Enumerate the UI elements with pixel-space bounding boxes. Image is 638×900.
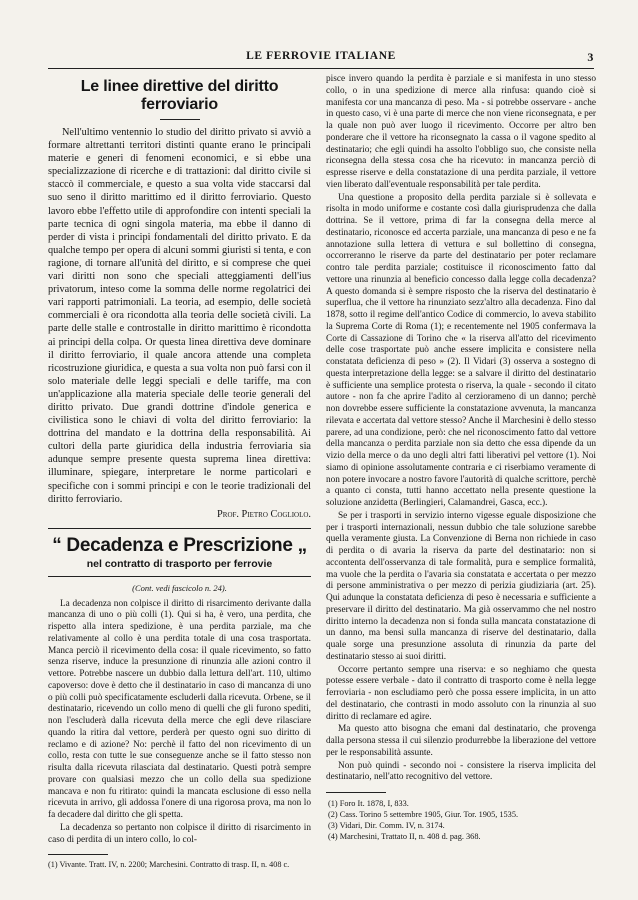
article2-left-body <box>48 599 311 847</box>
running-title: LE FERROVIE ITALIANE <box>246 50 396 62</box>
title-underline <box>160 119 200 120</box>
section-divider <box>48 528 311 529</box>
right-column <box>326 74 596 842</box>
article2-paragraph: La decadenza non colpisce il diritto di risarcimento derivante dalla mancanza di uno o più colli (1). Qui si ha, è vero, una perdita, che rispetto alla intera spedizione, è una perdita parziale, ma che relativamente al collo è una perdita totale di una cosa trasportata. Manca perciò il ricevimento della cosa: il quale ricevimento, so fatto senza riserve, induce la presunzione di rinunzia alle azioni contro il vettore. Potrebbe nascere un dubbio dalla lettura dell'art. 110, ultimo capoverso: dove è detto che il destinatario in caso di mancanza di uno o più colli può specificatamente escluderli dalla ricevuta. Orbene, se il destinatario, ricevendo un collo meno di quelli che gli furono spediti, non l'escluderà dalla ricevuta della merce che egli deve rilasciare quando la ritira dal vettore, perderà per questo ogni suo diritto di reclamo e di azione? No: perchè il fatto del non ricevimento di un collo, resta con tutte le sue conseguenze anche se il fatto stesso non risulta dalla ricevuta rilasciata dal destinatario. Questi potrà sempre provare con qualsiasi mezzo che un collo della sua spedizione mancava e non fu ritirato: quindi la mancata esclusione di esso nella ricevuta in arrivo, gli addossa l'onere di una rigorosa prova, ma non lo fa decadere dal diritto che gli spetta. <box>48 598 311 821</box>
article1-body <box>48 126 311 506</box>
subtitle-divider <box>48 576 311 577</box>
footnote: (1) Foro It. 1878, I, 833. <box>328 799 409 808</box>
article1-signature: Prof. Pietro Cogliolo. <box>217 508 311 520</box>
article2-paragraph: La decadenza so pertanto non colpisce il diritto di risarcimento in caso di perdita di un intero collo, lo col- <box>48 822 311 845</box>
footnote: (4) Marchesini, Trattato II, n. 408 d. pag. 368. <box>328 832 481 841</box>
footnote: (1) Vivante. Tratt. IV, n. 2200; Marchesini. Contratto di trasp. II, n. 408 c. <box>48 860 290 870</box>
article2-subtitle: nel contratto di trasporto per ferrovie <box>86 557 273 570</box>
continuation-note: (Cont. vedi fascicolo n. 24). <box>132 582 227 593</box>
article2-paragraph: Non può quindi - secondo noi - consistere la riserva implicita del destinatario, nell'atto recognitivo del vettore. <box>326 760 596 783</box>
page-number: 3 <box>587 50 594 64</box>
article2-paragraph: Ma questo atto bisogna che emani dal destinatario, che provenga dalla persona stessa il cui silenzio produrrebbe la liberazione del vettore per le responsabilità assunte. <box>326 724 596 758</box>
footnote-rule <box>326 792 386 793</box>
left-footnotes <box>48 860 311 871</box>
article1-title: Le linee direttive del diritto ferroviario <box>80 78 279 113</box>
footnote-rule <box>48 854 108 855</box>
article2-paragraph: Una questione a proposito della perdita parziale si è sollevata e risolta in modo uniforme e costante così dalla giurisprudenza che dalla dottrina. Se il vettore, prima di far la consegna della merce al destinatario, riconosce ed accerta parziale, una mancanza di peso e ne fa annotazione sulla lettera di vettura e sul bollettino di consegna, occorreranno le riserve da parte del destinatario per poter reclamare contro tale perdita parziale; costituisce il riconoscimento fatto dal vettore una rinunzia al beneficio concesso dalla legge colla decadenza? A questo domanda si è sempre risposto che la riserva del destinatario è superflua, che il vettore ha rinunziato sezz'altro alla decadenza. Fino dal 1878, sotto il regime dell'antico Codice di commercio, lo aveva stabilito la Suprema Corte di Roma (1); e recentemente nel 1905 confermava la Corte di Cassazione di Torino che « la riserva all'atto del ricevimento delle cose trasportate può anche essere implicita e consistere nella constatata deficienza di peso » (2). Il Vidari (3) osserva a sostegno di questa interpretazione della legge: se a salvare il diritto del destinatario è sufficiente una semplice protesta o riserva, la quale - secondo il citato autore - non fa che aprire l'adito al cerziorameno di un danno; perchè non dovrebbe essere sufficiente la constatazione avvenuta, la mancanza rilevata e accertata dal vettore stesso? Anche il Marchesini è dello stesso parere, ad una condizione, però: che nel riconoscimento fatto dal vettore della mancanza o perdita parziale non sia detto che essa dipende da un vizio della merce o da uno degli altri fatti liberativi pel vettore (1). Noi siamo di opinione assolutamente contraria e ci riserbiamo veramente di non potere invocare a nostro favore l'autorità di qualche scrittore, perchè a quanto ci consta, tutti hanno accettato nella presente questione la soluzione anzidetta (Berlingieri, Calamandrei, Gasca, ecc.). <box>326 192 596 508</box>
header-rule <box>48 68 594 69</box>
article2-paragraph: Occorre pertanto sempre una riserva: e so neghiamo che questa potesse essere verbale - dato il contratto di trasporto come è nella legge ferroviaria - non escludiamo però che possa essere implicita, in un atto del destinatario, che contrasti in modo assoluto con la rinunzia al suo diritto di reclamare ed agire. <box>326 664 596 722</box>
right-footnotes <box>326 798 596 842</box>
article2-paragraph: pisce invero quando la perdita è parziale e si manifesta in uno stesso collo, o in una spedizione di merce alla rinfusa: quando cioè si manifesta cor una mancanza di peso. Ma - si potrebbe osservare - anche in questo caso, vi è una parte di merce che non viene riconsegnata, e per la quale non può aver luogo il ricevimento. Occorre per altro ben ponderare che il vettore ha riconsegnato la cassa o il vagone spedito al destinatario; che egli quindi ha assolto l'obbligo suo, che consiste nella riconsegna della stessa cosa che ha ricevuto: in mancanza perciò di espresse riserve e della constatazione di una perdita parziale, il vettore vien liberato dall'eventuale responsabilità per tale perdita. <box>326 74 596 190</box>
left-column <box>48 74 311 871</box>
article2-paragraph: Se per i trasporti in servizio interno vigesse eguale disposizione che per i trasporti internazionali, nessun dubbio che tale soluzione sarebbe quella veramente giusta. La Convenzione di Berna non richiede in caso di perdita o di avaria la riserva da parte del destinatario: non si accontenta dell'osservanza di tale formalità, pura e semplice formalità, ma vuole che la perdita o l'avaria sia constatata e accertata o per mezzo di persone amministrativa o per mezzo di perizia giudiziaria (art. 25). Qui adunque la constatata deficienza di peso è necessaria e sufficiente a preservare il diritto del destinatario. Ma già osservammo che nel nostro diritto interno la decadenza non si fonda sulla mancata constatazione di un danno, ma bensì sulla mancanza di riserve del destinatario, dalla quale sorge una presunzione assoluta di rinunzia da parte del destinatario stesso ai suoi diritti. <box>326 510 596 662</box>
article2-title: “ Decadenza e Prescrizione „ <box>52 534 307 556</box>
running-header <box>48 50 594 66</box>
footnote: (3) Vidari, Dir. Comm. IV, n. 3174. <box>328 821 445 830</box>
article2-right-body <box>326 74 596 784</box>
article1-paragraph: Nell'ultimo ventennio lo studio del diritto privato si avviò a formare altrettanti territori distinti quante erano le principali materie e generi di fenomeni economici, e si ebbe una specializzazione di ricerche e di trattazioni: dal diritto civile si staccò il commerciale, e questo a sua volta vide staccarsi dal suo seno il diritto marittimo ed il diritto ferroviario. Questo lavoro ebbe l'effetto utile di approfondire con intenti speciali la parte tecnica di ogni singola materia, ma ebbe il danno di perder di vista i principi fondamentali del diritto privato. E da qualche tempo per opera di alcuni sommi giuristi si tenta, e con ragione, di tornare all'unità del diritto, e si comprese che quei vari diritti non sono che speciali atteggiamenti dell'ius privatorum, inteso come la somma delle norme regolatrici dei vari rapporti patrimoniali. La teoria, ad esempio, delle società commerciali è ora ricondotta alla teoria delle società civili. La parte delle stalle e controstalle in diritto marittimo è ricondotta ai principi della colpa. Or questa linea direttiva deve dominare il diritto ferroviario, il quale ancora attende una completa ricostruzione giuridica, e questa a sua volta non può farsi con il solo materiale delle leggi speciali e delle tariffe, ma con un'applicazione alla materia speciale delle teorie generali del diritto privato. Due grandi dottrine d'indole generica e civilistica sono le chiavi di volta del diritto ferroviario: la dottrina del mandato e la dottrina della responsabilità. Ai cultori della parte giuridica della industria ferroviaria sia adunque sempre presente questa suprema linea direttiva: illuminare, spiegare, interpretare le norme particolari e specifiche con i sommi principi e con le teorie tradizionali del diritto ferroviario. <box>48 127 311 505</box>
footnote: (2) Cass. Torino 5 settembre 1905, Giur. Tor. 1905, 1535. <box>328 810 519 819</box>
